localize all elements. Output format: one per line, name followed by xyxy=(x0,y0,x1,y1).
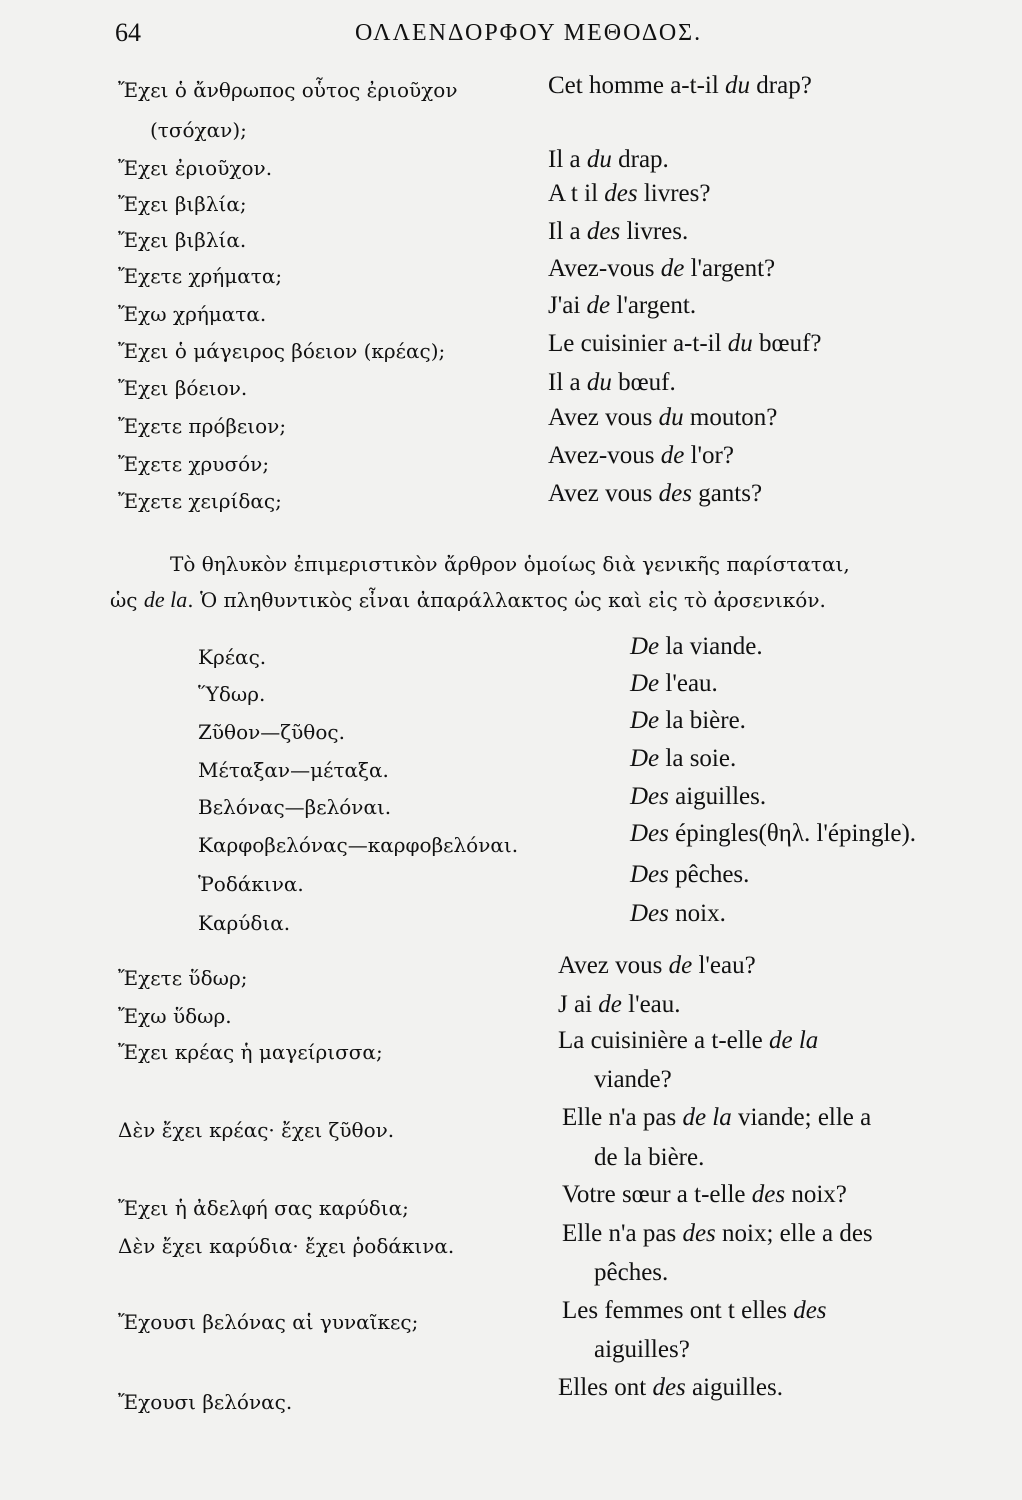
french-sentence-continued: viande? xyxy=(594,1066,672,1093)
french-sentence: Le cuisinier a-t-il du bœuf? xyxy=(548,330,822,357)
french-sentence: Elle n'a pas des noix; elle a des xyxy=(562,1220,873,1247)
greek-sentence: Ἔχετε χρυσόν; xyxy=(118,452,270,476)
french-sentence: A t il des livres? xyxy=(548,180,711,207)
greek-sentence: Ἔχουσι βελόνας αἱ γυναῖκες; xyxy=(118,1310,419,1334)
vocab-french: De la soie. xyxy=(630,745,737,772)
greek-sentence: Ἔχει κρέας ἡ μαγείρισσα; xyxy=(118,1040,383,1064)
running-title: ΟΛΛΕΝΔΟΡΦΟΥ ΜΕΘΟΔΟΣ. xyxy=(355,20,703,46)
vocab-french: Des épingles(θηλ. l'épingle). xyxy=(630,820,917,847)
vocab-french: De la viande. xyxy=(630,633,763,660)
french-sentence: La cuisinière a t-elle de la xyxy=(558,1027,819,1054)
greek-sentence: Δὲν ἔχει κρέας· ἔχει ζῦθον. xyxy=(118,1118,395,1142)
french-sentence: Il a du bœuf. xyxy=(548,369,676,396)
greek-sentence: Ἔχουσι βελόνας. xyxy=(118,1390,293,1414)
french-sentence-continued: aiguilles? xyxy=(594,1336,690,1363)
vocab-greek: Μέταξαν—μέταξα. xyxy=(198,758,389,782)
french-sentence-continued: pêches. xyxy=(594,1259,669,1286)
french-sentence: Cet homme a-t-il du drap? xyxy=(548,72,812,99)
vocab-greek: Βελόνας—βελόναι. xyxy=(198,795,392,819)
vocab-greek: Ζῦθον—ζῦθος. xyxy=(198,720,345,744)
french-sentence: J ai de l'eau. xyxy=(558,991,681,1018)
french-sentence: Il a du drap. xyxy=(548,146,669,173)
vocab-greek: Κρέας. xyxy=(198,645,267,669)
french-sentence: Elles ont des aiguilles. xyxy=(558,1374,783,1401)
vocab-french: Des pêches. xyxy=(630,861,750,888)
greek-sentence: Δὲν ἔχει καρύδια· ἔχει ῥοδάκινα. xyxy=(118,1234,455,1258)
grammar-note: Τὸ θηλυκὸν ἐπιμεριστικὸν ἄρθρον ὁμοίως διὰ γενικῆς παρίσταται, ὡς de la. Ὁ πληθυντικὸς εἶναι ἀπαράλλακτος ὡς καὶ εἰς τὸ ἀρσενικόν. xyxy=(110,552,850,612)
greek-sentence: Ἔχετε χειρίδας; xyxy=(118,489,282,513)
greek-sentence: Ἔχετε ὕδωρ; xyxy=(118,966,248,990)
vocab-greek: Ῥοδάκινα. xyxy=(198,872,304,896)
page-number: 64 xyxy=(115,18,141,47)
vocab-greek: Ὕδωρ. xyxy=(198,682,266,706)
greek-sentence: (τσόχαν); xyxy=(150,118,247,142)
french-sentence: Avez-vous de l'or? xyxy=(548,442,734,469)
french-sentence: Votre sœur a t-elle des noix? xyxy=(562,1181,847,1208)
vocab-french: De l'eau. xyxy=(630,670,718,697)
greek-sentence: Ἔχει ἐριοῦχον. xyxy=(118,156,273,180)
greek-sentence: Ἔχει βόειον. xyxy=(118,376,248,400)
greek-sentence: Ἔχει ὁ μάγειρος βόειον (κρέας); xyxy=(118,339,446,363)
french-sentence: Avez-vous de l'argent? xyxy=(548,255,776,282)
french-sentence: Avez vous de l'eau? xyxy=(558,952,756,979)
greek-sentence: Ἔχει ἡ ἀδελφή σας καρύδια; xyxy=(118,1196,409,1220)
french-sentence: Avez vous des gants? xyxy=(548,480,763,507)
vocab-french: De la bière. xyxy=(630,707,746,734)
vocab-french: Des aiguilles. xyxy=(630,783,767,810)
greek-sentence: Ἔχετε πρόβειον; xyxy=(118,414,287,438)
greek-sentence: Ἔχει ὁ ἄνθρωπος οὗτος ἐριοῦχον xyxy=(118,78,458,102)
greek-sentence: Ἔχετε χρήματα; xyxy=(118,264,283,288)
vocab-french: Des noix. xyxy=(630,900,726,927)
french-sentence-continued: de la bière. xyxy=(594,1144,705,1171)
greek-sentence: Ἔχει βιβλία. xyxy=(118,228,247,252)
french-sentence: Les femmes ont t elles des xyxy=(562,1297,827,1324)
vocab-greek: Καρύδια. xyxy=(198,911,291,935)
greek-sentence: Ἔχω χρήματα. xyxy=(118,302,267,326)
french-sentence: J'ai de l'argent. xyxy=(548,292,697,319)
greek-sentence: Ἔχω ὕδωρ. xyxy=(118,1004,232,1028)
french-sentence: Elle n'a pas de la viande; elle a xyxy=(562,1104,872,1131)
greek-sentence: Ἔχει βιβλία; xyxy=(118,192,247,216)
page-header xyxy=(0,10,1022,50)
vocab-greek: Καρφοβελόνας—καρφοβελόναι. xyxy=(198,833,519,857)
french-sentence: Avez vous du mouton? xyxy=(548,404,778,431)
french-sentence: Il a des livres. xyxy=(548,218,689,245)
